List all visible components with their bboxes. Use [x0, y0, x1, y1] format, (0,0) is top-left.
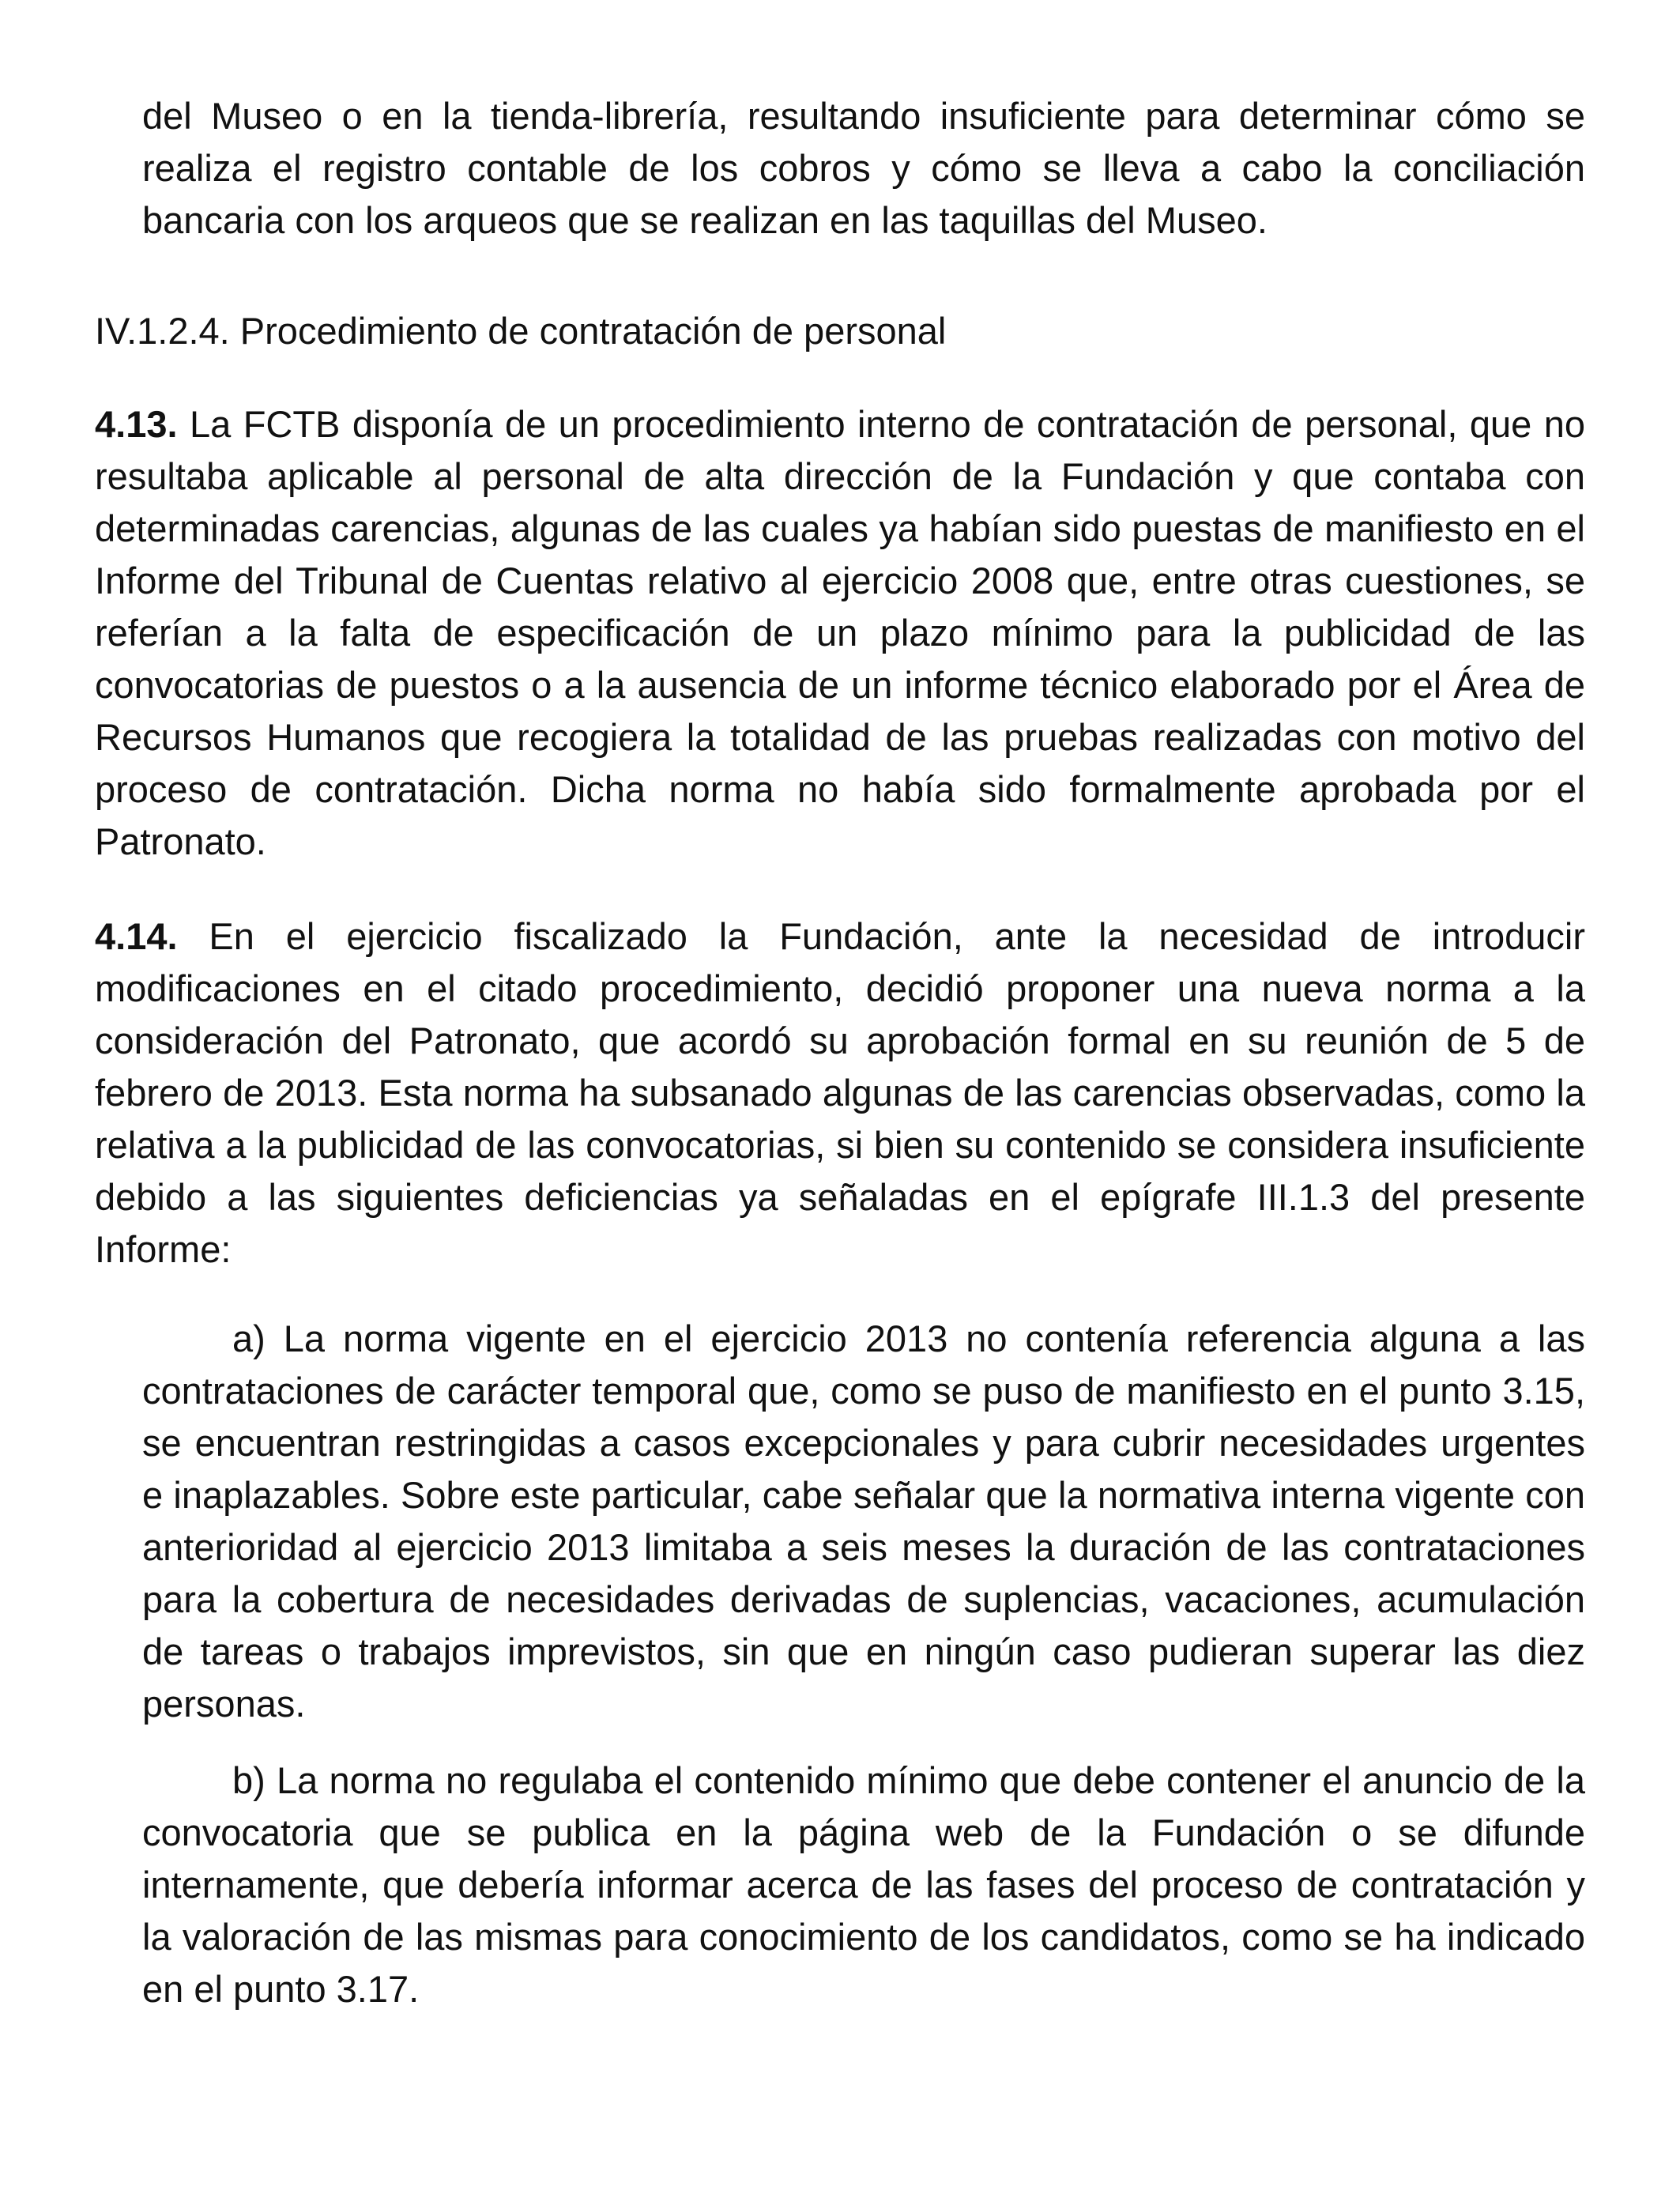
- list-item-b-text: b) La norma no regulaba el contenido mínimo que debe contener el anuncio de la convocatoria que se publica en la página web de la Fundación o se difunde internamente, que debería informar acerca de las fases del proceso de contratación y la valoración de las mismas para conocimiento de los candidatos, como se ha indicado en el punto 3.17.: [142, 1759, 1585, 2010]
- paragraph-number: 4.14.: [95, 915, 178, 957]
- continuation-text: del Museo o en la tienda-librería, resultando insuficiente para determinar cómo se realiza el registro contable de los cobros y cómo se lleva a cabo la conciliación bancaria con los arqueos que se realizan en las taquillas del Museo.: [142, 95, 1585, 241]
- list-item-a: [142, 1313, 1585, 1730]
- paragraph-4-14-body: [95, 910, 1585, 1276]
- paragraph-text: En el ejercicio fiscalizado la Fundación, ante la necesidad de introducir modificaciones en el citado procedimiento, decidió proponer una nueva norma a la consideración del Patronato, que acordó su aprobación formal en su reunión de 5 de febrero de 2013. Esta norma ha subsanado algunas de las carencias observadas, como la relativa a la publicidad de las convocatorias, si bien su contenido se considera insuficiente debido a las siguientes deficiencias ya señaladas en el epígrafe III.1.3 del presente Informe:: [95, 915, 1585, 1270]
- paragraph-number: 4.13.: [95, 403, 178, 445]
- list-item-b: [142, 1755, 1585, 2015]
- paragraph-4-13-body: [95, 398, 1585, 868]
- paragraph-4-13: [95, 398, 1585, 868]
- continuation-paragraph: [142, 90, 1585, 247]
- paragraph-text: La FCTB disponía de un procedimiento interno de contratación de personal, que no resultaba aplicable al personal de alta dirección de la Fundación y que contaba con determinadas carencias, algunas de las cuales ya habían sido puestas de manifiesto en el Informe del Tribunal de Cuentas relativo al ejercicio 2008 que, entre otras cuestiones, se referían a la falta de especificación de un plazo mínimo para la publicidad de las convocatorias de puestos o a la ausencia de un informe técnico elaborado por el Área de Recursos Humanos que recogiera la totalidad de las pruebas realizadas con motivo del proceso de contratación. Dicha norma no había sido formalmente aprobada por el Patronato.: [95, 403, 1585, 862]
- paragraph-4-14: [95, 910, 1585, 1276]
- section-heading-text: IV.1.2.4. Procedimiento de contratación de personal: [95, 310, 947, 352]
- section-heading: [95, 305, 1585, 357]
- list-item-a-text: a) La norma vigente en el ejercicio 2013 no contenía referencia alguna a las contrataciones de carácter temporal que, como se puso de manifiesto en el punto 3.15, se encuentran restringidas a casos excepcionales y para cubrir necesidades urgentes e inaplazables. Sobre este particular, cabe señalar que la normativa interna vigente con anterioridad al ejercicio 2013 limitaba a seis meses la duración de las contrataciones para la cobertura de necesidades derivadas de suplencias, vacaciones, acumulación de tareas o trabajos imprevistos, sin que en ningún caso pudieran superar las diez personas.: [142, 1318, 1585, 1725]
